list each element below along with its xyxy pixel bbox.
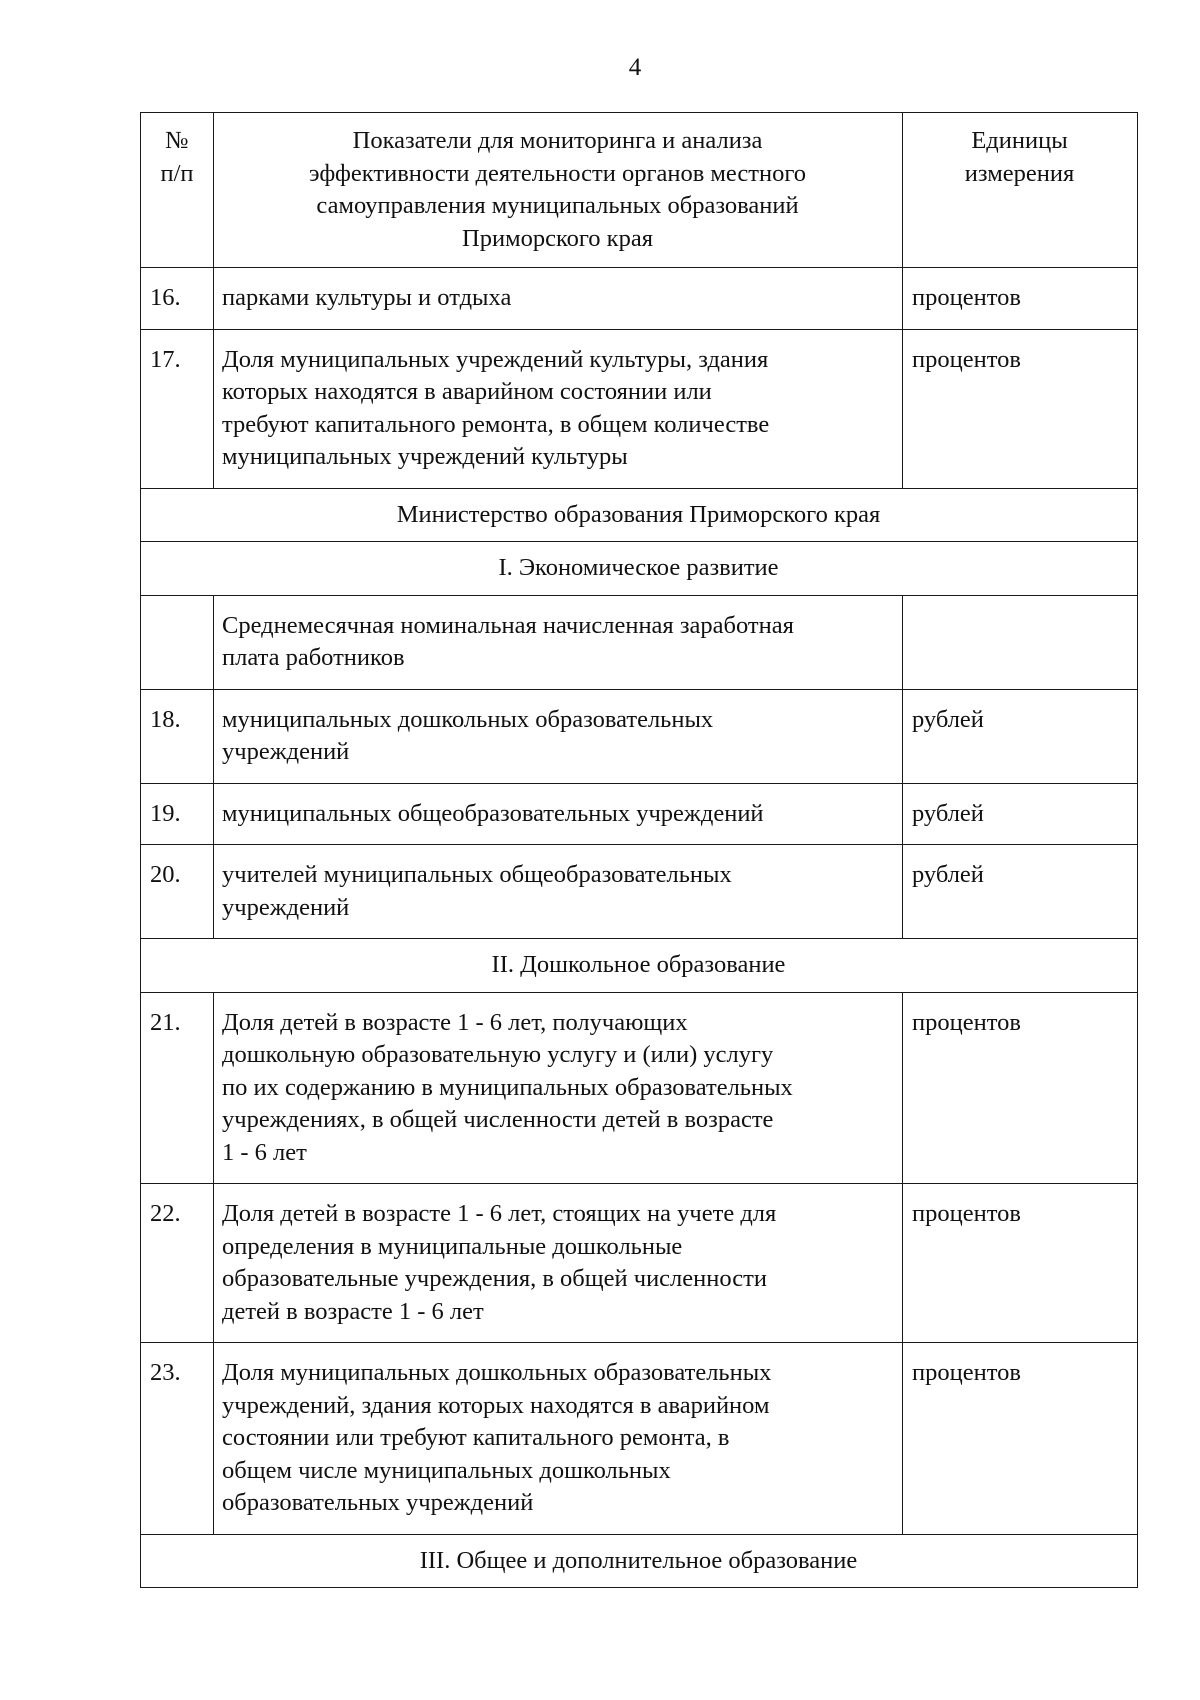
header-indicator-line: самоуправления муниципальных образований — [316, 192, 799, 219]
row-indicator-line: муниципальных учреждений культуры — [222, 443, 628, 470]
header-number-label: № — [165, 127, 189, 154]
row-number: 18. — [141, 689, 214, 783]
table-row-22 — [141, 1184, 1138, 1343]
row-indicator-line: образовательных учреждений — [222, 1489, 534, 1516]
row-indicator — [214, 1343, 903, 1535]
row-indicator-line: состоянии или требуют капитального ремонта, в — [222, 1424, 730, 1451]
row-unit: рублей — [903, 845, 1138, 939]
row-indicator — [214, 845, 903, 939]
row-unit: процентов — [903, 1184, 1138, 1343]
row-indicator — [214, 329, 903, 488]
row-indicator-line: дошкольную образовательную услугу и (или) услугу — [222, 1041, 774, 1068]
row-indicator — [214, 595, 903, 689]
row-number: 23. — [141, 1343, 214, 1535]
section-heading-row — [141, 1534, 1138, 1588]
row-unit: процентов — [903, 329, 1138, 488]
row-indicator — [214, 1184, 903, 1343]
section-heading-row — [141, 542, 1138, 596]
indicators-table — [140, 112, 1138, 1588]
row-unit: рублей — [903, 783, 1138, 845]
page-number: 4 — [628, 54, 642, 81]
table-row-19 — [141, 783, 1138, 845]
header-indicator-line: эффективности деятельности органов местного — [308, 159, 807, 187]
row-indicator-line: Доля муниципальных дошкольных образовательных — [222, 1359, 772, 1386]
header-unit-line: измерения — [964, 159, 1075, 187]
row-unit: процентов — [903, 1343, 1138, 1535]
row-indicator — [214, 992, 903, 1184]
row-indicator-line: определения в муниципальные дошкольные — [222, 1232, 683, 1260]
table-header-row — [141, 113, 1138, 268]
row-indicator-line: Доля детей в возрасте 1 - 6 лет, стоящих на учете для — [222, 1200, 777, 1227]
row-indicator-line: учителей муниципальных общеобразовательных — [222, 861, 732, 888]
row-unit: процентов — [903, 992, 1138, 1184]
row-unit: процентов — [903, 268, 1138, 330]
row-indicator-line: общем числе муниципальных дошкольных — [222, 1456, 671, 1484]
table-row-23 — [141, 1343, 1138, 1535]
header-indicator-cell — [214, 113, 903, 268]
table-row-21 — [141, 992, 1138, 1184]
row-indicator-line: учреждений — [222, 893, 350, 921]
header-number-cell — [141, 113, 214, 268]
header-unit-line: Единицы — [971, 127, 1068, 154]
row-indicator-line: муниципальных дошкольных образовательных — [222, 705, 714, 733]
row-number: 20. — [141, 845, 214, 939]
ministry-heading-row — [141, 488, 1138, 542]
row-number: 21. — [141, 992, 214, 1184]
row-indicator-line: учреждений, здания которых находятся в аварийном — [222, 1391, 770, 1419]
section-heading-general-education: III. Общее и дополнительное образование — [141, 1534, 1138, 1588]
header-number-sublabel: п/п — [160, 159, 194, 187]
row-indicator-line: учреждений — [222, 738, 350, 765]
row-number: 19. — [141, 783, 214, 845]
row-number: 17. — [141, 329, 214, 488]
table-row-18 — [141, 689, 1138, 783]
header-unit-cell — [903, 113, 1138, 268]
table-row-20 — [141, 845, 1138, 939]
header-indicator-line: Приморского края — [462, 224, 653, 252]
row-number: 16. — [141, 268, 214, 330]
section-heading-row — [141, 939, 1138, 993]
row-indicator-line: Доля муниципальных учреждений культуры, здания — [222, 345, 769, 373]
header-indicator-line: Показатели для мониторинга и анализа — [352, 127, 763, 154]
section-heading-economic: I. Экономическое развитие — [141, 542, 1138, 596]
row-indicator-line: 1 - 6 лет — [222, 1138, 307, 1166]
row-unit: рублей — [903, 689, 1138, 783]
row-indicator-line: Среднемесячная номинальная начисленная заработная — [222, 611, 794, 639]
row-number: 22. — [141, 1184, 214, 1343]
row-indicator-line: которых находятся в аварийном состоянии или — [222, 378, 712, 405]
row-indicator-line: требуют капитального ремонта, в общем количестве — [222, 410, 770, 438]
table-row-salary-intro — [141, 595, 1138, 689]
row-indicator-line: детей в возрасте 1 - 6 лет — [222, 1297, 484, 1325]
row-indicator: муниципальных общеобразовательных учреждений — [214, 783, 903, 845]
row-indicator-line: плата работников — [222, 644, 405, 671]
section-heading-preschool: II. Дошкольное образование — [141, 939, 1138, 993]
row-indicator-line: по их содержанию в муниципальных образовательных — [222, 1073, 793, 1101]
row-indicator-line: образовательные учреждения, в общей численности — [222, 1265, 767, 1292]
table-row-17 — [141, 329, 1138, 488]
row-number-empty — [141, 595, 214, 689]
table-row-16 — [141, 268, 1138, 330]
row-indicator: парками культуры и отдыха — [214, 268, 903, 330]
row-indicator-line: учреждениях, в общей численности детей в возрасте — [222, 1106, 774, 1133]
row-indicator — [214, 689, 903, 783]
row-unit-empty — [903, 595, 1138, 689]
row-indicator-line: Доля детей в возрасте 1 - 6 лет, получающих — [222, 1008, 688, 1036]
ministry-heading: Министерство образования Приморского края — [141, 488, 1138, 542]
